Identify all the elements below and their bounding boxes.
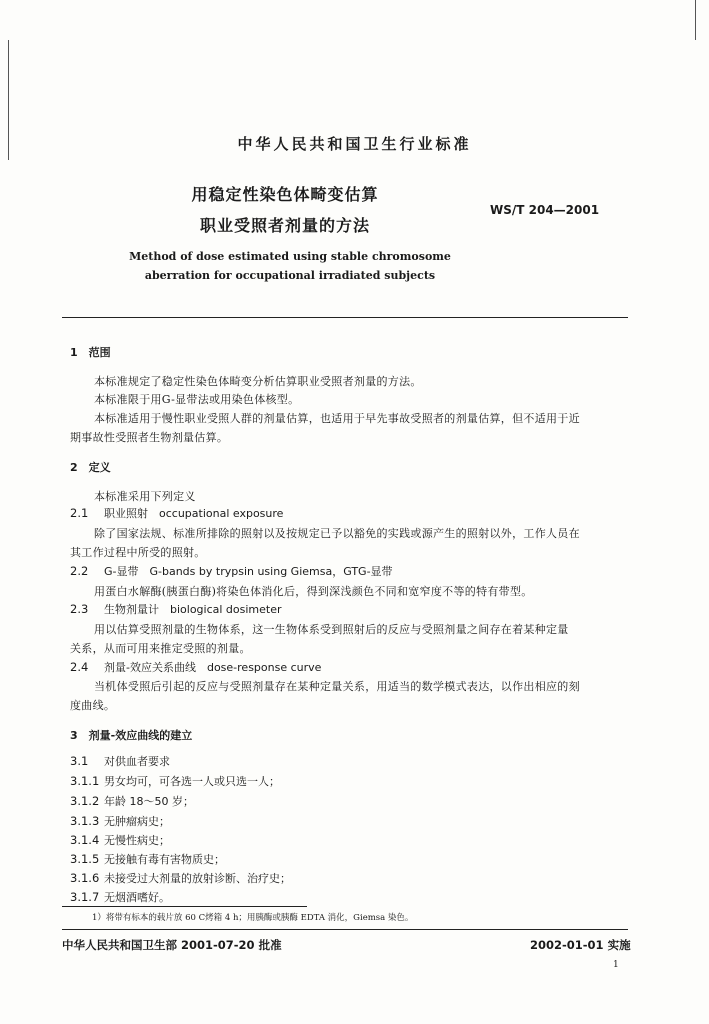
definition-2-4-body-b: 度曲线。 <box>70 699 116 712</box>
definition-title: 剂量-效应关系曲线 dose-response curve <box>104 661 322 674</box>
header-rule <box>62 317 628 318</box>
definition-2-3-body-a: 用以估算受照剂量的生物体系，这一生物体系受到照射后的反应与受照剂量之间存在着某种定量 <box>94 623 569 636</box>
standard-code: WS/T 204—2001 <box>490 203 600 217</box>
definition-2-4-body-a: 当机体受照后引起的反应与受照剂量存在某种定量关系，用适当的数学模式表达，以作出相应的刻 <box>94 680 580 693</box>
requirement-text: 对供血者要求 <box>104 755 170 768</box>
definition-number: 2.2 <box>70 564 89 578</box>
definition-2-1-body-a: 除了国家法规、标准所排除的照射以及按规定已予以豁免的实践或源产生的照射以外，工作人员在 <box>94 527 580 540</box>
title-line-1: 用稳定性染色体畸变估算 <box>191 185 379 204</box>
requirement-item <box>70 773 280 789</box>
requirement-text: 无接触有毒有害物质史； <box>104 853 225 866</box>
requirement-text: 无慢性病史； <box>104 834 170 847</box>
section-2-intro: 本标准采用下列定义 <box>94 490 196 503</box>
issuing-organization: 中华人民共和国卫生行业标准 <box>237 135 472 153</box>
requirement-number: 3.1.4 <box>70 833 100 847</box>
section-1-para-1: 本标准规定了稳定性染色体畸变分析估算职业受照者剂量的方法。 <box>94 375 422 388</box>
approval-line: 中华人民共和国卫生部 2001-07-20 批准 <box>62 938 282 952</box>
footnote: 1）将带有标本的载片放 60 C烤箱 4 h；用胰酶或胰酶 EDTA 消化，Giemsa 染色。 <box>92 913 414 923</box>
requirement-number: 3.1.3 <box>70 814 100 828</box>
definition-2-3-body-b: 关系，从而可用来推定受照的剂量。 <box>70 642 251 655</box>
requirement-text: 无肿瘤病史； <box>104 815 170 828</box>
definition-2-1 <box>70 505 283 521</box>
requirement-item <box>70 813 170 829</box>
definition-number: 2.3 <box>70 602 89 616</box>
requirement-text: 男女均可，可各选一人或只选一人； <box>104 775 280 788</box>
section-1-para-3a: 本标准适用于慢性职业受照人群的剂量估算，也适用于早先事故受照者的剂量估算，但不适用于近 <box>94 412 580 425</box>
footer-rule <box>62 929 628 930</box>
section-2-heading: 2 定义 <box>70 461 111 474</box>
definition-2-2-body: 用蛋白水解酶(胰蛋白酶)将染色体消化后，得到深浅颜色不同和宽窄度不等的特有带型。 <box>94 585 533 598</box>
definition-title: G-显带 G-bands by trypsin using Giemsa，GTG-显带 <box>104 565 393 578</box>
requirement-number: 3.1 <box>70 754 89 768</box>
requirement-number: 3.1.2 <box>70 794 100 808</box>
requirement-number: 3.1.5 <box>70 852 100 866</box>
implementation-date: 2002-01-01 实施 <box>530 938 631 952</box>
definition-title: 职业照射 occupational exposure <box>104 507 284 520</box>
requirement-text: 年龄 18～50 岁； <box>104 795 194 808</box>
requirement-item <box>70 889 170 905</box>
requirement-item <box>70 870 291 886</box>
definition-title: 生物剂量计 biological dosimeter <box>104 603 282 616</box>
scan-edge-right <box>695 0 696 40</box>
requirement-item <box>70 832 170 848</box>
footnote-rule <box>62 906 307 907</box>
page-number: 1 <box>613 960 619 970</box>
title-line-2: 职业受照者剂量的方法 <box>199 216 370 235</box>
requirement-item <box>70 851 225 867</box>
definition-2-3 <box>70 601 282 617</box>
english-title-line-1: Method of dose estimated using stable chromosome <box>129 250 451 263</box>
section-3-heading: 3 剂量-效应曲线的建立 <box>70 729 193 742</box>
requirement-number: 3.1.7 <box>70 890 100 904</box>
requirement-number: 3.1.6 <box>70 871 100 885</box>
section-1-para-3b: 期事故性受照者生物剂量估算。 <box>70 431 229 444</box>
definition-number: 2.4 <box>70 660 89 674</box>
english-title-line-2: aberration for occupational irradiated subjects <box>144 269 436 282</box>
requirement-number: 3.1.1 <box>70 774 100 788</box>
requirement-item <box>70 753 170 769</box>
section-1-heading: 1 范围 <box>70 346 111 359</box>
requirement-item <box>70 793 194 809</box>
definition-2-2 <box>70 563 393 579</box>
requirement-text: 未接受过大剂量的放射诊断、治疗史； <box>104 872 291 885</box>
definition-2-1-body-b: 其工作过程中所受的照射。 <box>70 546 206 559</box>
definition-2-4 <box>70 659 321 675</box>
requirement-text: 无烟酒嗜好。 <box>104 891 170 904</box>
section-1-para-2: 本标准限于用G-显带法或用染色体核型。 <box>94 393 300 406</box>
definition-number: 2.1 <box>70 506 89 520</box>
